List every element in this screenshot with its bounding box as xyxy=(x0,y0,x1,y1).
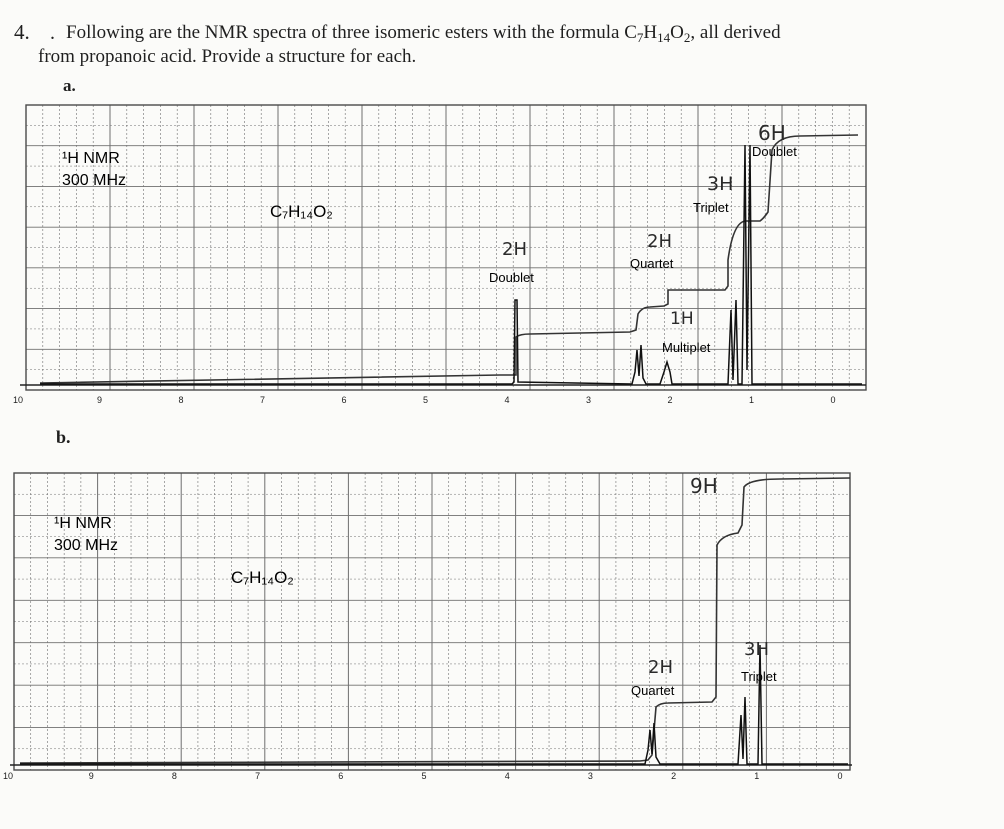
frequency-label: 300 MHz xyxy=(54,537,119,554)
x-tick-label: 0 xyxy=(837,771,843,781)
integration-trace xyxy=(20,478,850,763)
nmr-spectrum-b xyxy=(0,465,1004,795)
part-b-label: b. xyxy=(56,427,71,447)
x-tick-label: 10 xyxy=(12,395,24,405)
x-tick-label: 7 xyxy=(259,395,266,405)
svg-text:Doublet: Doublet xyxy=(489,270,534,285)
question-text-line-1: Following are the NMR spectra of three isomeric esters with the formula $C_7H_{14}O_2$, all derived xyxy=(66,22,781,45)
svg-text:Quartet: Quartet xyxy=(631,683,675,698)
svg-text:Doublet: Doublet xyxy=(752,144,797,159)
x-tick-label: 1 xyxy=(748,395,755,405)
annotation-1h-multiplet xyxy=(662,309,711,355)
x-tick-label: 6 xyxy=(338,771,344,781)
x-tick-label: 5 xyxy=(422,395,429,405)
x-tick-label: 7 xyxy=(255,771,261,781)
x-tick-label: 5 xyxy=(421,771,427,781)
svg-text:Quartet: Quartet xyxy=(630,256,674,271)
x-tick-label: 9 xyxy=(88,771,94,781)
annotation-2h-quartet xyxy=(631,657,675,698)
spectrum-type-label: ¹H NMR xyxy=(62,150,120,167)
part-a-label: a. xyxy=(63,76,76,95)
annotation-6h-doublet xyxy=(752,121,797,159)
svg-text:1H: 1H xyxy=(670,309,694,329)
svg-text:2H: 2H xyxy=(648,657,673,678)
formula-label: C₇H₁₄O₂ xyxy=(231,568,294,587)
x-tick-label: 3 xyxy=(585,395,592,405)
svg-text:3H: 3H xyxy=(744,639,769,660)
x-tick-label: 10 xyxy=(2,771,14,781)
x-tick-label: 9 xyxy=(96,395,103,405)
annotation-2h-doublet xyxy=(489,239,534,285)
spectrum-peaks xyxy=(40,145,862,384)
svg-text:Multiplet: Multiplet xyxy=(662,340,711,355)
question-number: 4. xyxy=(14,20,30,44)
annotation-9h xyxy=(690,474,718,498)
question-text-line-2: from propanoic acid. Provide a structure for each. xyxy=(38,46,417,67)
x-tick-label: 4 xyxy=(504,395,510,405)
svg-text:2H: 2H xyxy=(647,231,672,252)
svg-text:Triplet: Triplet xyxy=(741,669,777,684)
x-tick-label: 8 xyxy=(178,395,184,405)
x-tick-label: 2 xyxy=(671,771,677,781)
chart-grid xyxy=(14,473,850,770)
x-tick-label: 0 xyxy=(830,395,836,405)
question-dot: . xyxy=(50,22,55,44)
x-tick-label: 8 xyxy=(171,771,177,781)
svg-text:2H: 2H xyxy=(502,239,527,260)
x-tick-label: 6 xyxy=(341,395,347,405)
spectrum-peaks xyxy=(20,645,848,764)
x-axis-ticks xyxy=(3,771,843,781)
annotation-3h-triplet xyxy=(693,173,733,215)
chart-grid xyxy=(26,105,866,390)
spectrum-type-label: ¹H NMR xyxy=(54,515,112,532)
x-tick-label: 4 xyxy=(504,771,510,781)
svg-text:6H: 6H xyxy=(758,121,786,145)
svg-text:9H: 9H xyxy=(690,474,718,498)
problem-header xyxy=(0,0,1004,100)
x-tick-label: 3 xyxy=(587,771,593,781)
x-tick-label: 2 xyxy=(667,395,673,405)
nmr-spectrum-a xyxy=(0,100,1004,430)
frequency-label: 300 MHz xyxy=(62,172,127,189)
formula-label: C₇H₁₄O₂ xyxy=(270,202,333,221)
annotation-2h-quartet xyxy=(630,231,674,271)
integration-trace xyxy=(40,135,858,383)
x-tick-label: 1 xyxy=(754,771,760,781)
x-axis-ticks xyxy=(13,395,836,405)
svg-text:Triplet: Triplet xyxy=(693,200,729,215)
svg-text:3H: 3H xyxy=(707,173,734,195)
